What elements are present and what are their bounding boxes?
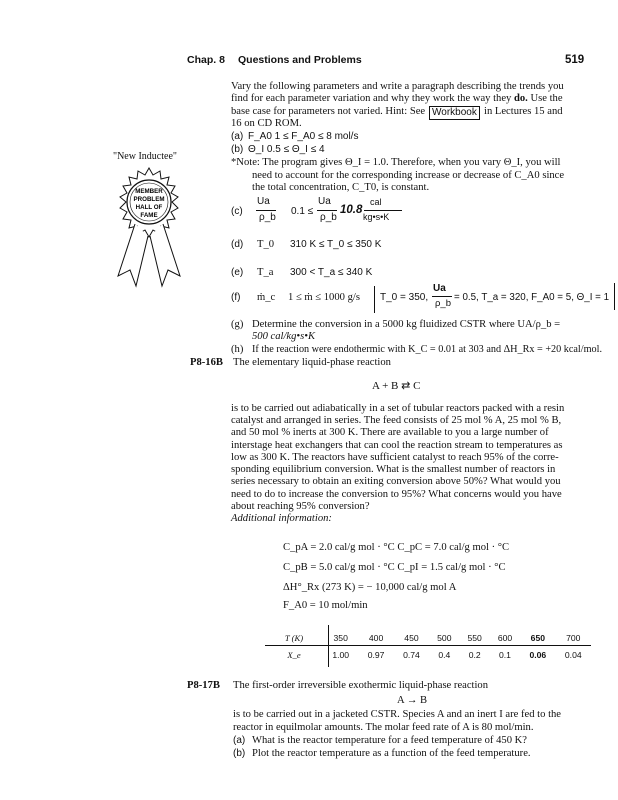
table-cell: 700 xyxy=(566,632,581,643)
item-b-text: Θ_I 0.5 ≤ Θ_I ≤ 4 xyxy=(248,144,325,155)
problem-17-number: P8-17B xyxy=(187,680,220,691)
item-g-line-2: 500 cal/kg•s•K xyxy=(252,331,316,342)
table-cell: 650 xyxy=(530,632,546,643)
item-f-frac-num: Ua xyxy=(433,283,446,294)
table-cell: 350 xyxy=(333,632,348,643)
table-cell: 550 xyxy=(467,632,482,643)
equilibrium-table xyxy=(265,629,591,663)
item-e-label: (e) xyxy=(231,267,244,278)
table-cell: 1.00 xyxy=(332,649,350,660)
ribbon-line-2: PROBLEM xyxy=(133,196,165,203)
note-line-1: *Note: The program gives Θ_I = 1.0. Therefore, when you vary Θ_I, you will xyxy=(231,157,561,168)
ribbon-line-3: HALL OF xyxy=(135,204,163,211)
problem-17-item-a-label: (a) xyxy=(233,735,246,746)
hall-of-fame-ribbon-icon xyxy=(110,166,188,292)
item-c-unit-bottom: kg•s•K xyxy=(363,212,390,222)
ribbon-caption: "New Inductee" xyxy=(113,151,177,162)
intro-line-4: 16 on CD ROM. xyxy=(231,118,302,129)
item-f-label: (f) xyxy=(231,292,241,303)
item-c-label: (c) xyxy=(231,206,243,217)
item-f-bracket-left xyxy=(374,286,375,313)
note-line-3: the total concentration, C_T0, is constant. xyxy=(252,182,430,193)
problem-16-body-9: about reaching 95% conversion? xyxy=(231,501,370,512)
intro-line-2 xyxy=(231,93,563,105)
problem-17-item-a-text: What is the reactor temperature for a feed temperature of 450 K? xyxy=(252,735,528,746)
table-cell: 0.97 xyxy=(367,649,385,660)
item-f-frac-den: ρ_b xyxy=(435,298,451,309)
table-cell: 500 xyxy=(437,632,452,643)
intro-line-1: Vary the following parameters and write a paragraph describing the trends you xyxy=(231,81,564,92)
item-c-num: Ua xyxy=(257,196,270,207)
item-e-text: 300 < T_a ≤ 340 K xyxy=(290,267,373,278)
problem-16-body-7: series necessary to obtain an exiting conversion above 50%? What would you xyxy=(231,476,561,487)
item-c-range: 0.1 ≤ xyxy=(291,206,314,217)
table-cell: 0.4 xyxy=(438,649,451,660)
table-cell: 600 xyxy=(497,632,513,643)
info-line-2: C_pB = 5.0 cal/g mol · °C C_pI = 1.5 cal/g mol · °C xyxy=(283,562,506,573)
table-header-t: T (K) xyxy=(284,632,304,643)
item-c-num-2: Ua xyxy=(318,196,331,207)
item-h-text: If the reaction were endothermic with K_C = 0.01 at 303 and ΔH_Rx = +20 kcal/mol. xyxy=(252,344,602,355)
problem-16-body-6: sponding equilibrium conversion. What is the smallest number of reactors in xyxy=(231,464,556,475)
item-g-line-1: Determine the conversion in a 5000 kg fluidized CSTR where UA/ρ_b = xyxy=(252,319,561,330)
intro-line-2-text: find for each parameter variation and why they work the way they xyxy=(231,93,514,104)
table-cell: 400 xyxy=(368,632,384,643)
problem-16-body-3: and 50 mol % inerts at 300 K. There are available to you a large number of xyxy=(231,427,549,438)
problem-17-item-b-label: (b) xyxy=(233,748,246,759)
item-c-den: ρ_b xyxy=(259,212,276,223)
item-f-bracket-right xyxy=(614,283,615,310)
item-c-fraction-bar xyxy=(256,210,276,211)
table-cell: 450 xyxy=(404,632,419,643)
problem-16-body-5: low as 300 K. The reactors have sufficient catalyst to reach 95% of the corre- xyxy=(231,452,559,463)
problem-16-body-4: interstage heat exchangers that can cool the reaction stream to temperatures as xyxy=(231,440,563,451)
ribbon-line-1: MEMBER xyxy=(135,188,163,195)
item-c-unit-top: cal xyxy=(370,197,382,207)
table-cell: 0.1 xyxy=(499,649,511,660)
problem-16-body-1: is to be carried out adiabatically in a set of tubular reactors packed with a resin xyxy=(231,403,565,414)
info-line-1: C_pA = 2.0 cal/g mol · °C C_pC = 7.0 cal/g mol · °C xyxy=(283,542,510,553)
problem-16-reaction: A + B ⇄ C xyxy=(372,380,421,392)
item-f-text-b: T_0 = 350, xyxy=(380,292,429,303)
item-d-label: (d) xyxy=(231,239,244,250)
info-line-4: F_A0 = 10 mol/min xyxy=(283,600,368,611)
section-title: Questions and Problems xyxy=(238,54,362,66)
problem-16-number: P8-16B xyxy=(190,357,223,368)
item-f-fraction-bar xyxy=(432,296,452,297)
item-f-text-c: = 0.5, T_a = 320, F_A0 = 5, Θ_I = 1 xyxy=(454,292,610,303)
intro-line-3: base case for parameters not varied. Hint: See xyxy=(231,106,426,117)
problem-17-body-2: reactor in equilmolar amounts. The molar feed rate of A is 80 mol/min. xyxy=(233,722,534,733)
table-cell: 0.06 xyxy=(529,649,547,660)
intro-do: do. xyxy=(513,93,528,104)
table-row-conversion xyxy=(265,646,591,663)
item-a-text: F_A0 1 ≤ F_A0 ≤ 8 mol/s xyxy=(248,131,359,142)
item-d-symbol: T_0 xyxy=(257,239,275,250)
problem-17-title: The first-order irreversible exothermic liquid-phase reaction xyxy=(233,680,489,691)
item-f-symbol: ṁ_c xyxy=(257,292,276,303)
table-row-temperature xyxy=(265,629,591,646)
page-number: 519 xyxy=(565,54,585,66)
item-c-den-2: ρ_b xyxy=(320,212,337,223)
item-e-symbol: T_a xyxy=(257,267,274,278)
item-a-label: (a) xyxy=(231,131,244,142)
additional-info-heading: Additional information: xyxy=(231,513,332,524)
chapter-label: Chap. 8 xyxy=(187,54,225,66)
item-b-label: (b) xyxy=(231,144,244,155)
ribbon-line-4: FAME xyxy=(140,212,158,219)
item-h-label: (h) xyxy=(231,344,244,355)
problem-16-body-8: need to do to increase the conversion to 95%? What concerns would you have xyxy=(231,489,562,500)
item-f-text-a: 1 ≤ ṁ ≤ 1000 g/s xyxy=(288,292,360,303)
item-g-label: (g) xyxy=(231,319,244,330)
problem-17-reaction: A → B xyxy=(397,695,428,706)
item-d-text: 310 K ≤ T_0 ≤ 350 K xyxy=(290,239,382,250)
item-c-upper: 10.8 xyxy=(340,204,363,216)
problem-17-body-1: is to be carried out in a jacketed CSTR. Species A and an inert I are fed to the xyxy=(233,709,562,720)
info-line-3: ΔH°_Rx (273 K) = − 10,000 cal/g mol A xyxy=(283,582,457,593)
table-cell: 0.2 xyxy=(468,649,481,660)
intro-line-2-tail: Use the xyxy=(527,93,563,104)
table-header-xe: X_e xyxy=(287,649,301,660)
item-c-fraction-bar-2 xyxy=(317,210,337,211)
workbook-link[interactable]: Workbook xyxy=(429,106,480,120)
problem-16-body-2: catalyst and arranged in series. The feed consists of 25 mol % A, 25 mol % B, xyxy=(231,415,562,426)
table-cell: 0.74 xyxy=(403,649,420,660)
table-cell: 0.04 xyxy=(564,649,582,660)
note-line-2: need to account for the corresponding increase or decrease of C_A0 since xyxy=(252,170,565,181)
problem-16-title: The elementary liquid-phase reaction xyxy=(233,357,391,368)
problem-17-item-b-text: Plot the reactor temperature as a function of the feed temperature. xyxy=(252,748,531,759)
intro-line-3-tail: in Lectures 15 and xyxy=(484,106,563,117)
